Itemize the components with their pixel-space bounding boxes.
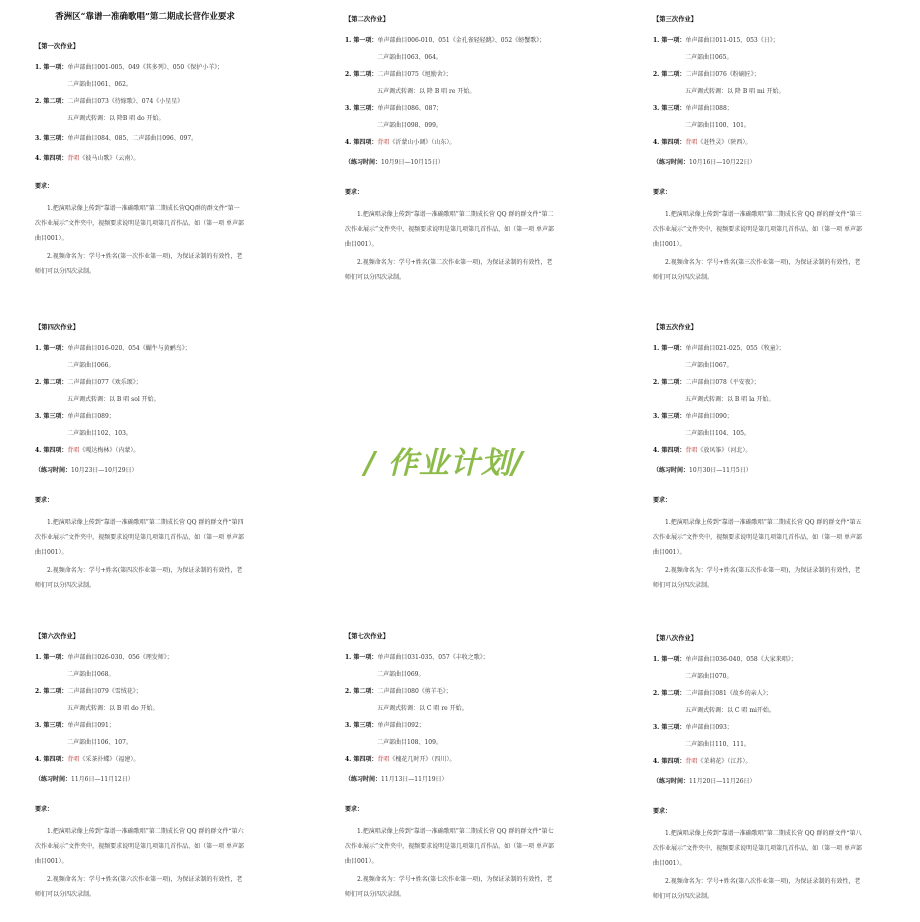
item-1	[35, 346, 270, 352]
assignment-1	[35, 44, 270, 282]
item-3	[35, 136, 270, 142]
requirement-1: 1.把演唱录像上传到“靠谱一准确歌唱”第二期成长营 QQ 群的群文件“第五次作业展示”文件夹中，视频要求说明是第几项第几首作品，如（第一项 单声部 曲目001）。	[653, 519, 862, 557]
item-text: 单声部曲目036-040、058《大家来唱》；	[685, 656, 797, 664]
homework-plan-stamp: / 作业计划/	[364, 446, 524, 481]
item-text: 《赶牲灵》（陕西）。	[697, 139, 752, 147]
highlight-text: 背唱	[377, 139, 390, 147]
item-1	[345, 38, 580, 44]
item-4	[653, 759, 888, 765]
item-2-continuation: 五声调式转调：以 B 唱 sol 开始。	[67, 396, 160, 404]
item-1-continuation: 二声部曲目063、064。	[377, 54, 442, 62]
practice-value: 10月23日—10月29日）	[71, 467, 138, 475]
item-2-continuation: 五声调式转调：以 降B 唱 do 开始。	[67, 115, 165, 123]
item-text: 单声部曲目088；	[685, 105, 733, 113]
practice-time	[653, 160, 888, 166]
item-text: 单声部曲目093；	[685, 724, 733, 732]
requirement-1: 1.把演唱录像上传到“靠谱一准确歌唱”第二期成长营 QQ 群的群文件“第二次作业展示”文件夹中，视频要求说明是第几项第几首作品，如（第一项 单声部 曲目001）。	[345, 211, 554, 249]
section-header: 【第五次作业】	[653, 324, 698, 331]
item-text: 单声部曲目091；	[67, 722, 115, 730]
requirement-1: 1.把演唱录像上传到“靠谱一准确歌唱”第二期成长营 QQ 群的群文件“第七次作业展示”文件夹中，视频要求说明是第几项第几首作品，如（第一项 单声部 曲目001）。	[345, 828, 554, 866]
item-text: 《采茶扑蝶》（福建）。	[79, 756, 140, 764]
requirement-2: 2.视频命名为：学号+姓名(第六次作业第一项)，为保证录制的有效性，老师们可以分四次录制。	[35, 876, 243, 899]
item-2-continuation: 五声调式转调：以 B 唱 do 开始。	[67, 705, 159, 713]
item-text: 单声部曲目031-035、057《丰收之歌》；	[377, 654, 489, 662]
item-4	[653, 448, 888, 454]
item-3-continuation: 二声部曲目104、105。	[685, 430, 750, 438]
practice-time	[653, 779, 888, 785]
item-4	[35, 448, 270, 454]
assignment-2	[345, 17, 580, 288]
practice-label: （练习时间：	[35, 467, 72, 475]
item-3-continuation: 二声部曲目100、101。	[685, 122, 750, 130]
item-2	[653, 72, 888, 78]
item-1	[653, 346, 888, 352]
section-header: 【第七次作业】	[345, 633, 390, 640]
item-3	[345, 106, 580, 112]
document-title: 香洲区“靠谱一准确歌唱”第二期成长营作业要求	[55, 12, 235, 22]
practice-time	[35, 777, 270, 783]
item-4	[345, 140, 580, 146]
assignment-6	[35, 634, 270, 905]
item-3	[653, 106, 888, 112]
item-label: 4. 第四项：	[653, 139, 686, 147]
assignment-3	[653, 17, 888, 288]
section-header: 【第四次作业】	[35, 324, 80, 331]
item-3	[653, 725, 888, 731]
section-header: 【第二次作业】	[345, 16, 390, 23]
highlight-text: 背唱	[685, 447, 698, 455]
item-label: 4. 第四项：	[653, 447, 686, 455]
item-label: 1. 第一项：	[35, 64, 68, 72]
item-label: 3. 第三项：	[345, 722, 378, 730]
highlight-text: 背唱	[67, 447, 80, 455]
item-label: 2. 第二项：	[35, 98, 68, 106]
item-label: 3. 第三项：	[653, 724, 686, 732]
requirement-2: 2.视频命名为：学号+姓名(第五次作业第一项)，为保证录制的有效性，老师们可以分四次录制。	[653, 567, 861, 590]
highlight-text: 背唱	[67, 155, 80, 163]
item-text: 二声部曲目078《平安夜》；	[685, 379, 760, 387]
item-2-continuation: 五声调式转调：以 降 B 唱 mi 开始。	[685, 88, 785, 96]
requirements-title: 要求：	[35, 183, 54, 191]
practice-time	[653, 468, 888, 474]
assignment-8	[653, 636, 888, 907]
requirement-2: 2.视频命名为：学号+姓名(第八次作业第一项)，为保证录制的有效性，老师们可以分四次录制。	[653, 878, 861, 901]
requirement-1: 1.把演唱录像上传到“靠谱一准确歌唱”第二期成长营QQ群的群文件“第一次作业展示”文件夹中，视频要求说明是第几项第几首作品，如（第一项 单声部 曲目001）。	[35, 205, 244, 243]
requirement-1: 1.把演唱录像上传到“靠谱一准确歌唱”第二期成长营 QQ 群的群文件“第四次作业展示”文件夹中，视频要求说明是第几项第几首作品，如（第一项 单声部 曲目001）。	[35, 519, 244, 557]
practice-value: 10月9日—10月15日）	[381, 159, 444, 167]
item-4	[35, 757, 270, 763]
practice-value: 11月6日—11月12日）	[71, 776, 134, 784]
item-label: 3. 第三项：	[35, 413, 68, 421]
item-4	[653, 140, 888, 146]
practice-label: （练习时间：	[653, 159, 690, 167]
item-3	[653, 414, 888, 420]
item-label: 2. 第二项：	[653, 71, 686, 79]
item-label: 1. 第一项：	[653, 656, 686, 664]
item-2-continuation: 五声调式转调：以 C 唱 re 开始。	[377, 705, 468, 713]
item-2	[35, 380, 270, 386]
item-2-continuation: 五声调式转调：以 降 B 唱 re 开始。	[377, 88, 476, 96]
requirements-title: 要求：	[345, 189, 364, 197]
practice-label: （练习时间：	[653, 778, 690, 786]
assignment-4	[35, 325, 270, 596]
requirement-2: 2.视频命名为：学号+姓名(第一次作业第一项)，为保证录制的有效性，老师们可以分四次录制。	[35, 253, 243, 276]
item-text: 二声部曲目079《雪绒花》；	[67, 688, 142, 696]
section-header: 【第六次作业】	[35, 633, 80, 640]
item-text: 单声部曲目016-020、054《蝴牛与黄鹂鸟》；	[67, 345, 191, 353]
item-3	[35, 723, 270, 729]
practice-label: （练习时间：	[345, 776, 382, 784]
item-2	[653, 380, 888, 386]
item-label: 4. 第四项：	[653, 758, 686, 766]
item-text: 单声部曲目011-015、053《日》；	[685, 37, 779, 45]
item-4	[35, 156, 270, 162]
item-3-continuation: 二声部曲目106、107。	[67, 739, 132, 747]
requirement-2: 2.视频命名为：学号+姓名(第七次作业第一项)，为保证录制的有效性，老师们可以分四次录制。	[345, 876, 553, 899]
requirement-1: 1.把演唱录像上传到“靠谱一准确歌唱”第二期成长营 QQ 群的群文件“第六次作业展示”文件夹中，视频要求说明是第几项第几首作品，如（第一项 单声部 曲目001）。	[35, 828, 244, 866]
item-1	[35, 655, 270, 661]
item-label: 2. 第二项：	[35, 688, 68, 696]
requirements-title: 要求：	[345, 806, 364, 814]
assignment-7	[345, 634, 580, 905]
item-1-continuation: 二声部曲目065。	[685, 54, 733, 62]
item-text: 二声部曲目073《待嫁歌》、074《小星星》	[67, 98, 184, 106]
item-text: 单声部曲目090；	[685, 413, 733, 421]
item-2-continuation: 五声调式转调：以 C 唱 mi开始。	[685, 707, 775, 715]
item-label: 2. 第二项：	[345, 71, 378, 79]
item-label: 2. 第二项：	[653, 690, 686, 698]
requirements-title: 要求：	[35, 806, 54, 814]
item-2-continuation: 五声调式转调：以 B 唱 la 开始。	[685, 396, 775, 404]
highlight-text: 背唱	[377, 756, 390, 764]
item-label: 4. 第四项：	[35, 756, 68, 764]
item-1-continuation: 二声部曲目068。	[67, 671, 115, 679]
practice-time	[35, 468, 270, 474]
practice-time	[345, 160, 580, 166]
item-label: 1. 第一项：	[345, 37, 378, 45]
item-3-continuation: 二声部曲目110、111。	[685, 741, 750, 749]
item-text: 单声部曲目089；	[67, 413, 115, 421]
item-text: 二声部曲目080《剪羊毛》；	[377, 688, 452, 696]
practice-label: （练习时间：	[653, 467, 690, 475]
item-text: 《茉莉花》（江苏）。	[697, 758, 752, 766]
requirement-2: 2.视频命名为：学号+姓名(第二次作业第一项)，为保证录制的有效性，老师们可以分四次录制。	[345, 259, 553, 282]
item-label: 1. 第一项：	[345, 654, 378, 662]
practice-label: （练习时间：	[345, 159, 382, 167]
item-label: 3. 第三项：	[35, 135, 68, 143]
item-label: 2. 第二项：	[345, 688, 378, 696]
section-header: 【第一次作业】	[35, 43, 80, 50]
item-3	[35, 414, 270, 420]
requirement-2: 2.视频命名为：学号+姓名(第三次作业第一项)，为保证录制的有效性，老师们可以分四次录制。	[653, 259, 861, 282]
item-1-continuation: 二声部曲目067。	[685, 362, 733, 370]
practice-time	[345, 777, 580, 783]
item-text: 单声部曲目084、085、二声部曲目096、097。	[67, 135, 198, 143]
item-2	[35, 689, 270, 695]
item-text: 《沂蒙山小调》（山东）。	[389, 139, 456, 147]
item-label: 3. 第三项：	[653, 413, 686, 421]
practice-label: （练习时间：	[35, 776, 72, 784]
item-1	[653, 657, 888, 663]
requirement-2: 2.视频命名为：学号+姓名(第四次作业第一项)，为保证录制的有效性，老师们可以分四次录制。	[35, 567, 243, 590]
practice-value: 10月16日—10月22日）	[689, 159, 756, 167]
section-header: 【第八次作业】	[653, 635, 698, 642]
item-text: 单声部曲目092；	[377, 722, 425, 730]
item-2	[35, 99, 270, 105]
item-2	[653, 691, 888, 697]
highlight-text: 背唱	[685, 758, 698, 766]
requirement-1: 1.把演唱录像上传到“靠谱一准确歌唱”第二期成长营 QQ 群的群文件“第三次作业展示”文件夹中，视频要求说明是第几项第几首作品，如（第一项 单声部 曲目001）。	[653, 211, 862, 249]
item-text: 《槐花几时开》（四川）。	[389, 756, 456, 764]
item-1	[653, 38, 888, 44]
item-text: 单声部曲目021-025、055《牧童》；	[685, 345, 785, 353]
requirements-title: 要求：	[35, 497, 54, 505]
item-label: 1. 第一项：	[653, 345, 686, 353]
item-3-continuation: 二声部曲目098、099。	[377, 122, 442, 130]
item-text: 《彼马山歌》（云南）。	[79, 155, 140, 163]
item-label: 3. 第三项：	[35, 722, 68, 730]
item-label: 2. 第二项：	[35, 379, 68, 387]
item-text: 二声部曲目076《粉刷匠》；	[685, 71, 760, 79]
item-text: 二声部曲目081《故乡的亲人》；	[685, 690, 772, 698]
item-text: 二声部曲目077《欢乐颂》；	[67, 379, 142, 387]
item-label: 1. 第一项：	[35, 345, 68, 353]
item-1-continuation: 二声部曲目069。	[377, 671, 425, 679]
item-label: 3. 第三项：	[653, 105, 686, 113]
item-text: 二声部曲目075《旭励舍》；	[377, 71, 452, 79]
item-1-continuation: 二声部曲目061、062。	[67, 81, 132, 89]
item-text: 《嘎达梅林》（内蒙）。	[79, 447, 140, 455]
item-label: 2. 第二项：	[653, 379, 686, 387]
item-1	[35, 65, 270, 71]
highlight-text: 背唱	[67, 756, 80, 764]
assignment-5	[653, 325, 888, 596]
practice-value: 11月13日—11月19日）	[381, 776, 448, 784]
item-label: 4. 第四项：	[35, 447, 68, 455]
item-text: 《放风筝》（河北）。	[697, 447, 752, 455]
item-label: 4. 第四项：	[345, 756, 378, 764]
item-label: 1. 第一项：	[35, 654, 68, 662]
highlight-text: 背唱	[685, 139, 698, 147]
practice-value: 10月30日—11月5日）	[689, 467, 752, 475]
item-3-continuation: 二声部曲目102、103。	[67, 430, 132, 438]
item-label: 1. 第一项：	[653, 37, 686, 45]
item-1-continuation: 二声部曲目066。	[67, 362, 115, 370]
item-text: 单声部曲目006-010、051《金孔雀轻轻跳》、052《螃蟹歌》；	[377, 37, 546, 45]
requirements-title: 要求：	[653, 808, 672, 816]
item-1	[345, 655, 580, 661]
item-text: 单声部曲目001-005、049《其多列》、050《保护小羊》；	[67, 64, 224, 72]
item-label: 3. 第三项：	[345, 105, 378, 113]
item-text: 单声部曲目086、087；	[377, 105, 443, 113]
requirement-1: 1.把演唱录像上传到“靠谱一准确歌唱”第二期成长营 QQ 群的群文件“第八次作业展示”文件夹中，视频要求说明是第几项第几首作品，如（第一项 单声部 曲目001）。	[653, 830, 862, 868]
practice-value: 11月20日—11月26日）	[689, 778, 756, 786]
item-1-continuation: 二声部曲目070。	[685, 673, 733, 681]
item-4	[345, 757, 580, 763]
item-3	[345, 723, 580, 729]
item-label: 4. 第四项：	[345, 139, 378, 147]
item-label: 4. 第四项：	[35, 155, 68, 163]
item-2	[345, 689, 580, 695]
item-text: 单声部曲目026-030、056《理发师》；	[67, 654, 173, 662]
section-header: 【第三次作业】	[653, 16, 698, 23]
item-3-continuation: 二声部曲目108、109。	[377, 739, 442, 747]
requirements-title: 要求：	[653, 497, 672, 505]
requirements-title: 要求：	[653, 189, 672, 197]
item-2	[345, 72, 580, 78]
